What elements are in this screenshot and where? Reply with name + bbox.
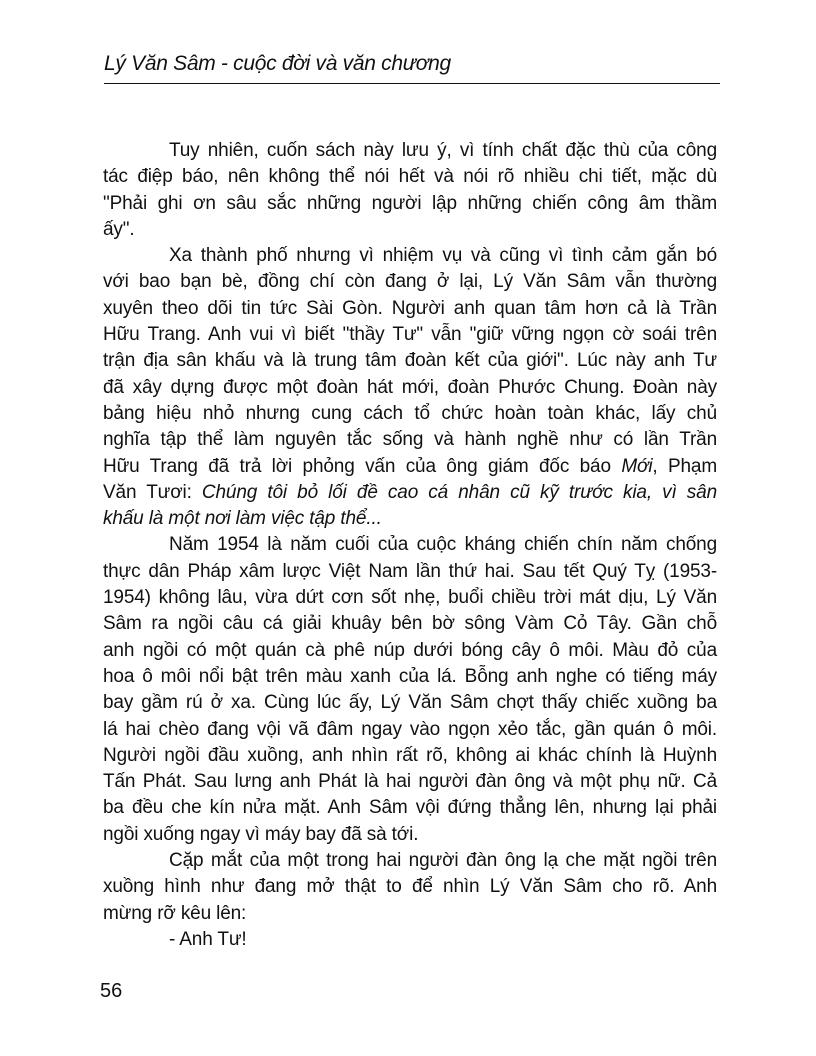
text-segment: Văn Tươi: — [103, 481, 202, 503]
text-line — [103, 375, 717, 401]
text-segment: bảng hiệu nhỏ nhưng cung cách tổ chức hoàn toàn khác, lấy chủ — [103, 402, 717, 424]
text-line — [103, 638, 717, 664]
text-line — [103, 874, 717, 900]
text-line — [103, 927, 717, 953]
text-line — [103, 690, 717, 716]
text-line — [103, 822, 717, 848]
text-segment: trận địa sân khấu và là trung tâm đoàn kết của giới". Lúc này anh Tư — [103, 350, 717, 372]
text-line — [103, 532, 717, 558]
running-header: Lý Văn Sâm - cuộc đời và văn chương — [104, 52, 451, 75]
text-segment: anh ngồi có một quán cà phê núp dưới bóng cây ô môi. Màu đỏ của — [103, 639, 717, 661]
paragraph — [103, 848, 717, 927]
text-line — [103, 217, 717, 243]
text-segment: tác điệp báo, nên không thể nói hết và nói rõ nhiều chi tiết, mặc dù — [103, 166, 717, 188]
text-segment: ấy". — [103, 218, 135, 240]
text-line — [103, 585, 717, 611]
text-segment: ba đều che kín nửa mặt. Anh Sâm vội đứng thẳng lên, nhưng lại phải — [103, 797, 717, 819]
text-line — [103, 269, 717, 295]
text-segment: Tuy nhiên, cuốn sách này lưu ý, vì tính chất đặc thù của công — [169, 140, 717, 161]
text-line — [103, 795, 717, 821]
text-line — [103, 901, 717, 927]
italic-text: Chúng tôi bỏ lối đề cao cá nhân cũ kỹ trước kia, vì sân — [201, 481, 717, 503]
page-number: 56 — [100, 980, 123, 1002]
italic-text: Mới — [621, 455, 653, 477]
text-segment: thực dân Pháp xâm lược Việt Nam lần thứ hai. Sau tết Quý Tỵ (1953- — [103, 560, 717, 582]
text-line — [103, 401, 717, 427]
text-line — [103, 296, 717, 322]
text-segment: Cặp mắt của một trong hai người đàn ông lạ che mặt ngồi trên — [169, 850, 717, 872]
text-line — [103, 664, 717, 690]
text-line — [103, 559, 717, 585]
text-segment: "Phải ghi ơn sâu sắc những người lập những chiến công âm thầm — [103, 192, 717, 214]
text-line — [103, 480, 717, 506]
paragraph — [103, 138, 717, 243]
text-line — [103, 848, 717, 874]
text-segment: bay gầm rú ở xa. Cùng lúc ấy, Lý Văn Sâm chợt thấy chiếc xuồng ba — [103, 692, 717, 714]
text-segment: Hữu Trang. Anh vui vì biết "thầy Tư" vẫn "giữ vững ngọn cờ soái trên — [103, 324, 717, 346]
text-segment: Người ngồi đầu xuồng, anh nhìn rất rõ, không ai khác chính là Huỳnh — [103, 744, 717, 766]
text-line — [103, 164, 717, 190]
text-line — [103, 191, 717, 217]
text-line — [103, 427, 717, 453]
text-line — [103, 717, 717, 743]
text-segment: Tấn Phát. Sau lưng anh Phát là hai người đàn ông và một phụ nữ. Cả — [103, 771, 717, 793]
text-line — [103, 506, 717, 532]
text-line — [103, 322, 717, 348]
text-line — [103, 769, 717, 795]
text-segment: ngồi xuống ngay vì máy bay đã sà tới. — [103, 823, 419, 845]
text-segment: với bao bạn bè, đồng chí còn đang ở lại, Lý Văn Sâm vẫn thường — [103, 271, 717, 293]
header-rule — [104, 83, 720, 84]
italic-text: khấu là một nơi làm việc tập thể... — [103, 508, 382, 530]
text-segment: Sâm ra ngồi câu cá giải khuây bên bờ sông Vàm Cỏ Tây. Gần chỗ — [103, 613, 717, 635]
text-segment: xuồng hình như đang mở thật to để nhìn Lý Văn Sâm cho rõ. Anh — [103, 876, 717, 898]
text-line — [103, 454, 717, 480]
text-line — [103, 138, 717, 164]
text-segment: Xa thành phố nhưng vì nhiệm vụ và cũng vì tình cảm gắn bó — [169, 245, 717, 267]
text-line — [103, 611, 717, 637]
text-segment: 1954) không lâu, vừa dứt cơn sốt nhẹ, buổi chiều trời mát dịu, Lý Văn — [103, 587, 717, 609]
text-segment: , Phạm — [652, 455, 718, 477]
text-line — [103, 743, 717, 769]
text-segment: đã xây dựng được một đoàn hát mới, đoàn Phước Chung. Đoàn này — [103, 376, 717, 398]
text-segment: Hữu Trang đã trả lời phỏng vấn của ông giám đốc báo — [103, 455, 622, 477]
text-segment: lá hai chèo đang vội vã đâm ngay vào ngọn xẻo tắc, gần quán ô môi. — [103, 718, 717, 740]
text-segment: hoa ô môi nổi bật trên màu xanh của lá. Bỗng anh nghe có tiếng máy — [103, 665, 717, 687]
paragraph — [103, 532, 717, 848]
paragraph — [103, 927, 717, 953]
paragraph — [103, 243, 717, 532]
text-segment: - Anh Tư! — [169, 928, 247, 950]
text-segment: mừng rỡ kêu lên: — [103, 902, 247, 924]
text-segment: nghĩa tập thể làm nguyên tắc sống và hành nghề như có lần Trần — [103, 429, 717, 451]
text-segment: xuyên theo dõi tin tức Sài Gòn. Người anh quan tâm hơn cả là Trần — [103, 297, 717, 319]
text-line — [103, 243, 717, 269]
text-line — [103, 348, 717, 374]
text-segment: Năm 1954 là năm cuối của cuộc kháng chiến chín năm chống — [169, 534, 717, 556]
body-text — [103, 138, 717, 953]
